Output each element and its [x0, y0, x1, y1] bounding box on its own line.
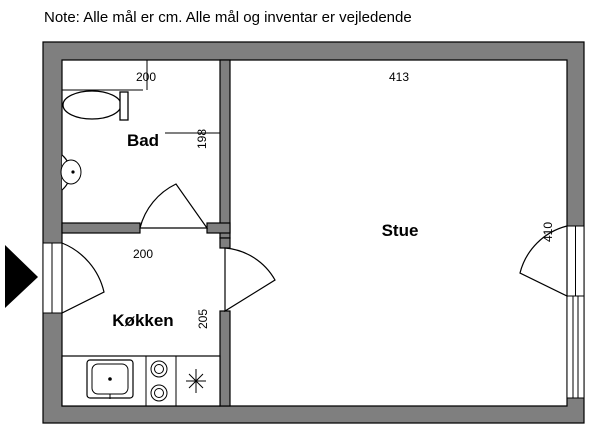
plan-note: Note: Alle mål er cm. Alle mål og inventar er vejledende [44, 9, 412, 26]
room-label-kokken: Køkken [112, 311, 174, 330]
stue-depth-label: 410 [541, 221, 555, 243]
kokken-width-label: 200 [132, 247, 154, 261]
wall-bad-kokken-right [207, 223, 230, 233]
stue-width-label: 413 [388, 70, 410, 84]
bad-depth-label: 198 [195, 128, 209, 150]
toilet-icon [63, 91, 128, 120]
entrance-arrow-icon [5, 245, 38, 308]
dimension-bad-depth [165, 126, 220, 140]
bathroom-door[interactable] [140, 184, 207, 228]
wall-bad-stue [220, 60, 230, 238]
room-label-stue: Stue [381, 221, 419, 240]
bathroom-sink-icon [61, 155, 81, 190]
kitchen-sink-icon [87, 360, 133, 399]
window-right-lower [567, 296, 584, 398]
entrance-door[interactable] [62, 243, 104, 313]
room-label-bad: Bad [126, 131, 160, 150]
kokken-depth-label: 205 [196, 308, 210, 330]
dimension-bad-width [62, 60, 147, 90]
stue-door[interactable] [225, 248, 275, 311]
bad-width-label: 200 [135, 70, 157, 84]
window-right-upper [567, 226, 584, 296]
wall-kokken-stue [220, 311, 230, 406]
wall-bad-kokken-left [62, 223, 140, 233]
wall-corner [220, 238, 230, 248]
